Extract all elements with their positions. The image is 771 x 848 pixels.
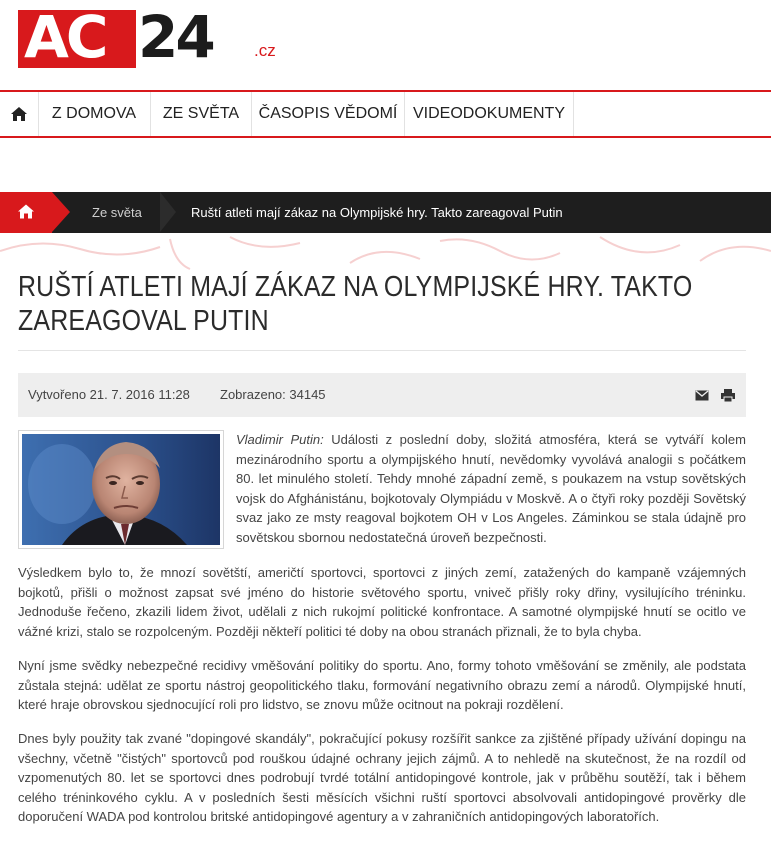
- print-icon[interactable]: [721, 389, 735, 402]
- article-paragraph: Nyní jsme svědky nebezpečné recidivy vměšování politiky do sportu. Ano, formy tohoto vměšování se změnily, ale podstata zůstala stejná: udělat ze sportu nástroj geopolitického tlaku, formování negativního obrazu zemí a národů. Olympijské hnutí, které hraje obrovskou sjednocující roli pro lidstvo, se znovu může ocitnout na pokraji rozdělení.: [18, 658, 746, 712]
- lead-speaker: Vladimir Putin:: [236, 432, 324, 447]
- article-lead: [236, 430, 746, 547]
- breadcrumb-arrow: [52, 192, 70, 232]
- mail-icon[interactable]: [695, 390, 709, 401]
- decorative-background: [0, 233, 771, 273]
- article-title: RUŠTÍ ATLETI MAJÍ ZÁKAZ NA OLYMPIJSKÉ HRY. TAKTO ZAREAGOVAL PUTIN: [18, 271, 693, 337]
- main-nav: [0, 90, 771, 138]
- logo-text-ac: AC: [24, 3, 106, 71]
- lead-text: Události z poslední doby, složitá atmosféra, která se vytváří kolem mezinárodního sportu a olympijského hnutí, nevědomky vyvolává analogii s počátkem 80. let minulého století. Tehdy mnohé západní země, s poukazem na vstup sovětských vojsk do Afghánistánu, bojkotovaly Olympiádu v Moskvě. A o čtyři roky později Sovětský svaz jako ze msty reagoval bojkotem OH v Los Angeles. Záminkou se stala údajně pro sovětskou sbornou nedostatečná úroveň bezpečnosti.: [236, 432, 746, 545]
- breadcrumb: [0, 192, 771, 233]
- created-date: Vytvořeno 21. 7. 2016 11:28: [28, 387, 190, 402]
- nav-item-videodokumenty[interactable]: VIDEODOKUMENTY: [405, 92, 574, 136]
- home-icon: [10, 106, 28, 122]
- breadcrumb-separator: [160, 192, 176, 232]
- article-photo: [18, 430, 224, 549]
- breadcrumb-section-link[interactable]: Ze světa: [92, 205, 142, 220]
- logo-text-24: 24: [138, 3, 213, 71]
- breadcrumb-current: Ruští atleti mají zákaz na Olympijské hry. Takto zareagoval Putin: [191, 205, 563, 220]
- breadcrumb-home-button[interactable]: [0, 192, 52, 233]
- home-icon: [17, 203, 35, 220]
- nav-home-button[interactable]: [0, 92, 39, 136]
- article-paragraph: Dnes byly použity tak zvané "dopingové skandály", pokračující pokusy rozšířit sankce za zjištěné případy užívání dopingu na všechny, včetně "čistých" sportovců pod rouškou údajné ochrany jejich zájmů. A to nehledě na skutečnost, že na rozdíl od vzpomenutých 80. let se sportovci dnes podrobují tvrdé totální antidopingové kontrole, jak v průběhu soutěží, tak i během celého tréninkového cyklu. A v posledních šesti měsících všichni ruští sportovci absolvovali antidopingové prověrky dle doporučení WADA pod kontrolou britské antidopingové agentury a v zahraničních antidopingových laboratořích.: [18, 731, 746, 824]
- site-logo[interactable]: [18, 3, 278, 71]
- view-count: Zobrazeno: 34145: [220, 387, 326, 402]
- nav-item-z-domova[interactable]: Z DOMOVA: [38, 92, 151, 136]
- nav-item-casopis-vedomi[interactable]: ČASOPIS VĚDOMÍ: [252, 92, 405, 136]
- logo-tld: .cz: [254, 41, 276, 60]
- title-divider: [18, 350, 746, 351]
- nav-item-ze-sveta[interactable]: ZE SVĚTA: [151, 92, 252, 136]
- putin-portrait-image: [22, 434, 220, 545]
- article-meta-bar: [18, 373, 746, 417]
- article-paragraph: Výsledkem bylo to, že mnozí sovětští, američtí sportovci, sportovci z jiných zemí, zatažených do kampaně vzájemných bojkotů, přišli o možnost zapsat své jméno do historie světového sportu, vniveč přišly roky dřiny, vysilujícího tréninku. Jednoduše řečeno, zkazili lidem život, udělali z nich rukojmí politické konfrontace. A samotné olympijské hnutí se ocitlo ve vážné krizi, stalo se rozpolceným. Později někteří politici té doby na obou stranách přiznali, že to byla chyba.: [18, 565, 746, 639]
